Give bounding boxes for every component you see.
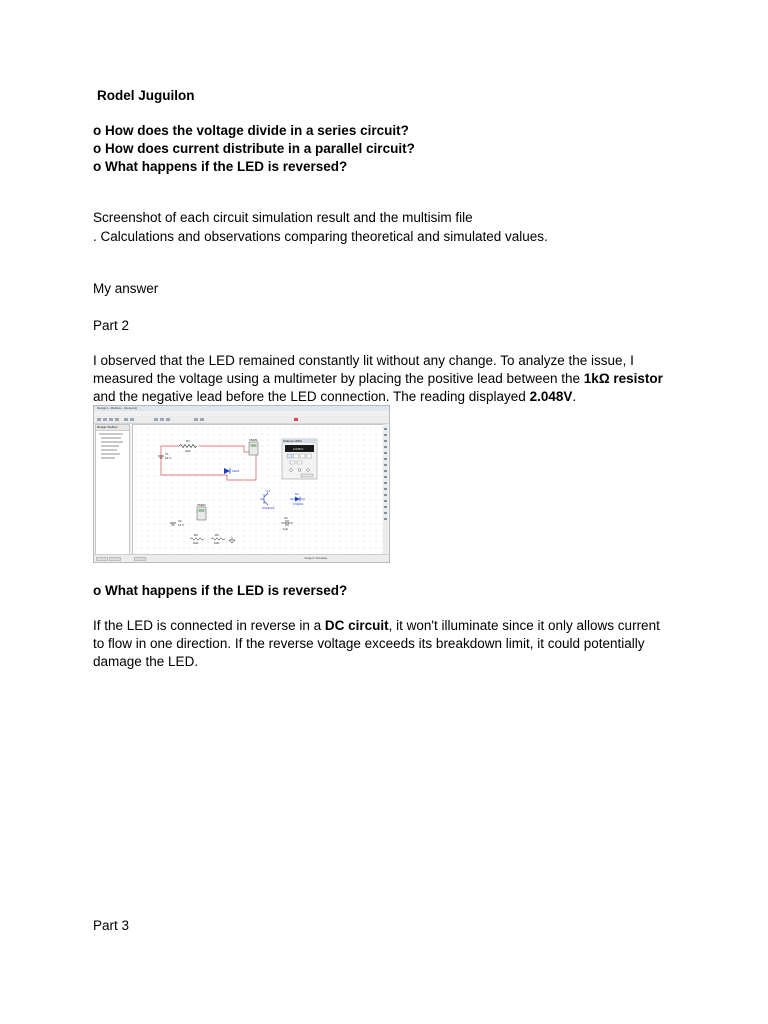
question-1: o How does the voltage divide in a series circuit?: [93, 123, 409, 138]
q1-part: 2N2222A: [262, 506, 275, 510]
diode-icon: [295, 497, 300, 502]
part-2-heading: Part 2: [93, 318, 130, 333]
deliverable-1: Screenshot of each circuit simulation result and the multisim file: [93, 210, 473, 225]
multimeter-xmm1: [249, 442, 258, 455]
v1-label: V1: [165, 452, 169, 456]
transistor-q1: [264, 493, 268, 497]
part-2-text: I observed that the LED remained constantly lit without any change. To analyze the issue, I measured the voltage using a multimeter by placing the positive lead between the: [93, 353, 634, 386]
d1-label: D1: [295, 492, 299, 496]
meter-mode-button: [294, 454, 299, 458]
transistor-q1: [264, 501, 268, 505]
q1-label: Q1: [266, 489, 271, 493]
schematic-drawing: [94, 406, 390, 563]
multimeter-xmm2-display: [199, 509, 205, 512]
r3-value: 1kΩ: [214, 541, 220, 545]
author-name: Rodel Juguilon: [97, 88, 195, 103]
circuit-wire: [161, 446, 256, 480]
panel-tab: [109, 557, 121, 561]
led-icon: [224, 468, 230, 474]
d1-part: 1N4001: [293, 502, 304, 506]
voltage-reading-emphasis: 2.048V: [529, 389, 573, 404]
r3-label: R3: [215, 533, 219, 537]
r1-label: R1: [186, 439, 190, 443]
xmm1-label: XMM1: [249, 438, 258, 442]
led1-label: LED1: [232, 469, 240, 473]
screenshot-title: Design1 - Multisim - [Design1]: [97, 406, 138, 410]
my-answer-heading: My answer: [93, 281, 159, 296]
panel-tab: [96, 557, 108, 561]
led-text: , it won't illuminate since it only allows current to flow in one direction. If the reverse voltage exceeds its breakdown limit, it could potentially damage the LED.: [93, 618, 660, 669]
dc-circuit-emphasis: DC circuit: [324, 618, 389, 633]
part-2-text: .: [572, 389, 577, 404]
multimeter-reading: 2.048 V: [293, 447, 304, 451]
c1-label: C1: [284, 516, 288, 520]
meter-mode-button: [300, 454, 305, 458]
v1-value: 12 V: [165, 456, 172, 460]
meter-mode-button: [307, 454, 312, 458]
v2-value: 12 V: [178, 523, 185, 527]
resistor-r3: [211, 538, 225, 540]
led-reversed-paragraph: [93, 617, 673, 671]
part-3-heading: Part 3: [93, 918, 130, 933]
circuit-wire: [161, 446, 256, 452]
resistor-r1: [179, 445, 197, 448]
question-3: o What happens if the LED is reversed?: [93, 159, 348, 174]
design-tab: [134, 557, 146, 561]
meter-mode-button: [287, 454, 292, 458]
design-toolbox-title: Design Toolbox: [96, 425, 129, 431]
ground-icon: [229, 537, 235, 543]
multimeter-window-title: Multimeter-XMM1: [283, 440, 302, 443]
r2-label: R2: [194, 533, 198, 537]
multisim-screenshot: [93, 405, 390, 563]
deliverable-2: . Calculations and observations comparing theoretical and simulated values.: [93, 229, 548, 244]
xmm2-label: XMM2: [197, 503, 206, 507]
part-2-text: and the negative lead before the LED connection. The reading displayed: [93, 389, 530, 404]
simulation-status: Design1: Simulating...: [304, 557, 329, 560]
multimeter-xmm1-display: [251, 444, 257, 447]
meter-dc-button: [297, 461, 302, 464]
resistor-emphasis: 1kΩ resistor: [583, 371, 663, 386]
multimeter-xmm2: [197, 507, 206, 520]
question-2: o How does current distribute in a parallel circuit?: [93, 141, 415, 156]
resistor-r2: [190, 538, 204, 540]
r1-value: 1kΩ: [185, 449, 191, 453]
v2-label: V2: [178, 519, 182, 523]
meter-ac-button: [290, 461, 295, 464]
c1-value: 1µF: [283, 527, 289, 531]
meter-set-button: [301, 474, 313, 477]
led-text: If the LED is connected in reverse in a: [93, 618, 325, 633]
r2-value: 1kΩ: [193, 541, 199, 545]
part-2-paragraph: [93, 352, 673, 406]
question-repeat: o What happens if the LED is reversed?: [93, 583, 348, 598]
